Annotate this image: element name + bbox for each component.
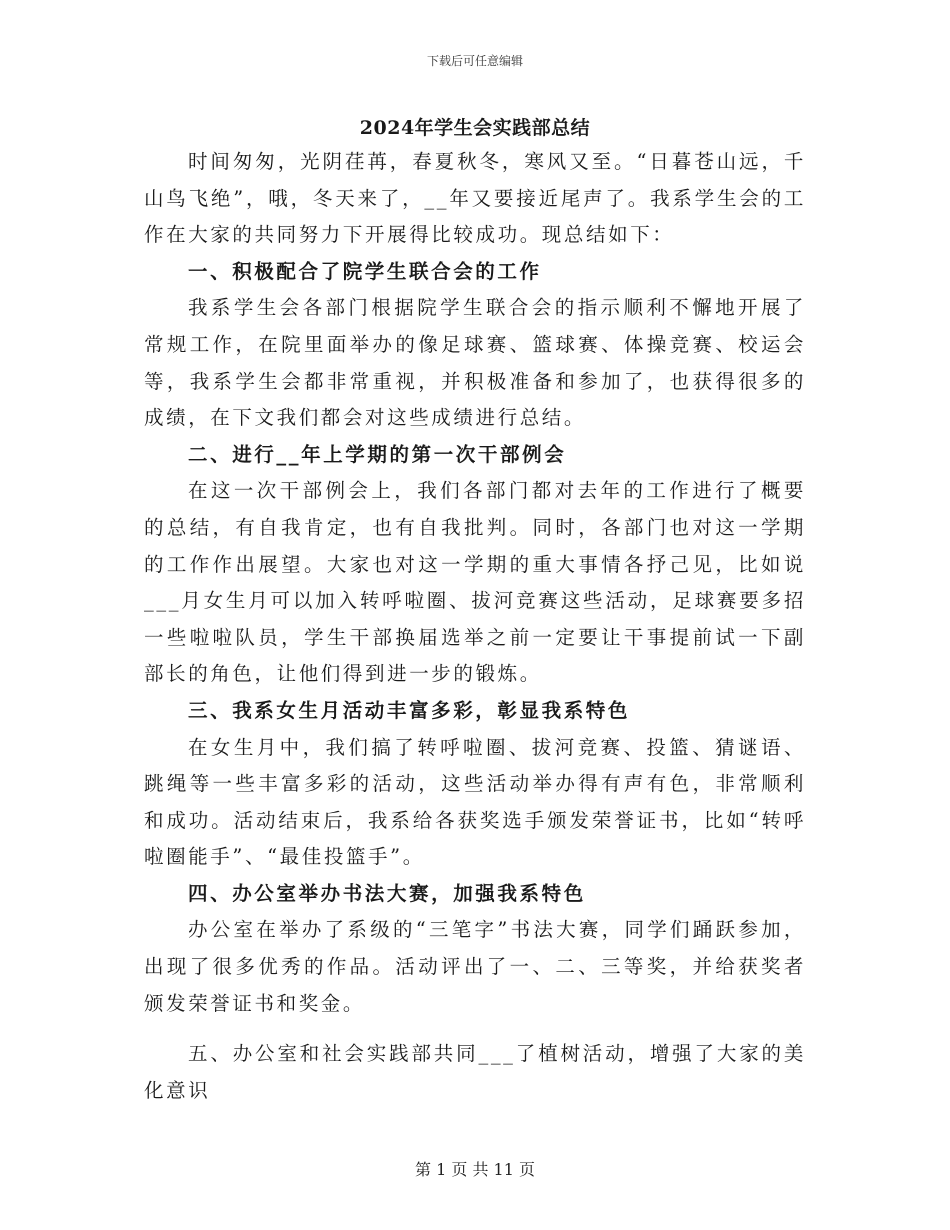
section-heading-3: 三、我系女生月活动丰富多彩，彰显我系特色 — [188, 698, 631, 722]
page-indicator: 第 1 页 共 11 页 — [415, 1160, 535, 1179]
section-paragraph-3: 在女生月中，我们搞了转呼啦圈、拔河竞赛、投篮、猜谜语、跳绳等一些丰富多彩的活动，这些活动举办得有声有色，非常顺利和成功。活动结束后，我系给各获奖选手颁发荣誉证书，比如“转呼啦圈能手”、“最佳投篮手”。 — [144, 735, 806, 869]
intro-paragraph: 时间匆匆，光阴荏苒，春夏秋冬，寒风又至。“日暮苍山远，千山鸟飞绝”，哦，冬天来了，__年又要接近尾声了。我系学生会的工作在大家的共同努力下开展得比较成功。现总结如下： — [144, 150, 806, 247]
document-title: 2024年学生会实践部总结 — [359, 117, 591, 139]
section-paragraph-4: 办公室在举办了系级的“三笔字”书法大赛，同学们踊跃参加，出现了很多优秀的作品。活动评出了一、二、三等奖，并给获奖者颁发荣誉证书和奖金。 — [144, 918, 806, 1015]
header-note: 下载后可任意编辑 — [426, 54, 523, 68]
section-paragraph-2: 在这一次干部例会上，我们各部门都对去年的工作进行了概要的总结，有自我肯定，也有自我批判。同时，各部门也对这一学期的工作作出展望。大家也对这一学期的重大事情各抒己见，比如说___月女生月可以加入转呼啦圈、拔河竞赛这些活动，足球赛要多招一些啦啦队员，学生干部换届选举之前一定要让干事提前试一下副部长的角色，让他们得到进一步的锻炼。 — [144, 479, 806, 686]
document-body — [144, 144, 806, 1109]
section-paragraph-1: 我系学生会各部门根据院学生联合会的指示顺利不懈地开展了常规工作，在院里面举办的像足球赛、篮球赛、体操竞赛、校运会等，我系学生会都非常重视，并积极准备和参加了，也获得很多的成绩，在下文我们都会对这些成绩进行总结。 — [144, 296, 806, 430]
section-heading-4: 四、办公室举办书法大赛，加强我系特色 — [188, 881, 586, 905]
section-paragraph-5: 五、办公室和社会实践部共同___了植树活动，增强了大家的美化意识 — [144, 1042, 806, 1102]
section-heading-1: 一、积极配合了院学生联合会的工作 — [188, 259, 542, 283]
section-heading-2: 二、进行__年上学期的第一次干部例会 — [188, 442, 567, 466]
